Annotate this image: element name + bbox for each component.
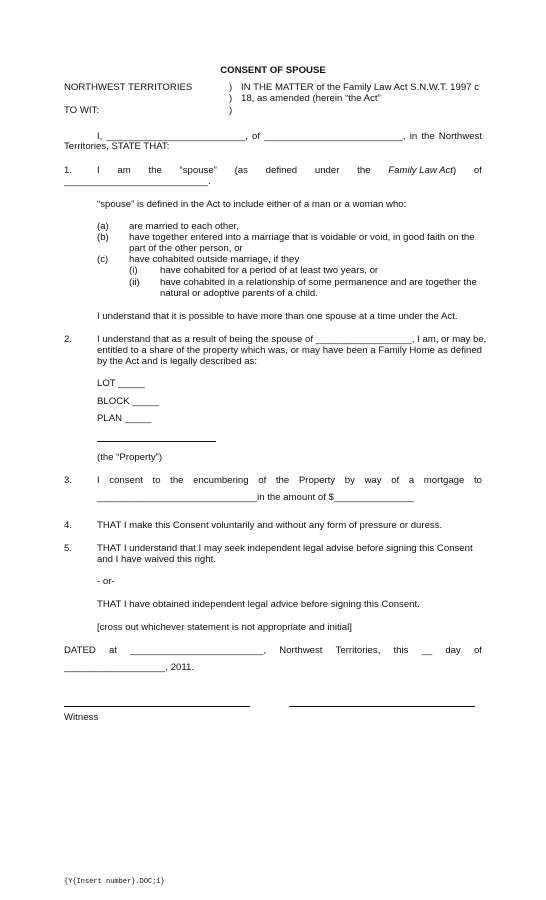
item-label-a: (a) <box>97 221 109 232</box>
para-3-line-1 <box>97 475 482 487</box>
para-3-number: 3. <box>64 475 73 486</box>
jurisdiction-label: NORTHWEST TERRITORIES <box>64 82 193 93</box>
para-5-number: 5. <box>64 543 73 554</box>
item-text-b: have together entered into a marriage that is voidable or void, in good faith on the <box>129 232 475 243</box>
word: the <box>357 165 371 176</box>
word: this <box>393 645 409 656</box>
matter-line-2: 18, as amended (herein “the Act” <box>241 93 381 104</box>
witness-signature-line <box>64 706 250 707</box>
word: under <box>314 165 340 176</box>
document-title: CONSENT OF SPOUSE <box>220 65 326 76</box>
dated-line-2: ___________________, 2011. <box>64 662 195 673</box>
word: DATED <box>64 645 96 656</box>
paren-2: ) <box>229 93 233 104</box>
para-4-number: 4. <box>64 520 73 531</box>
act-close: ) <box>452 165 457 176</box>
matter-line-1: IN THE MATTER of the Family Law Act S.N.W.T. 1997 c <box>241 82 479 93</box>
act-name-italic: Family Law Act <box>388 165 453 176</box>
act-name <box>388 165 456 177</box>
subitem-text-ii: have cohabited in a relationship of some permanence and are together the <box>160 277 477 288</box>
word: I <box>97 165 100 176</box>
property-label: (the “Property”) <box>97 452 163 463</box>
para-2-line-2: entitled to a share of the property which was, or may have been a Family Home as defined <box>97 345 482 356</box>
para-2-line-1: I understand that as a result of being the spouse of __________________, I am, or may be, <box>97 334 487 345</box>
subitem-text-ii-cont: natural or adoptive parents of a child. <box>160 288 318 299</box>
paren-1: ) <box>229 82 233 93</box>
word: (as <box>234 165 248 176</box>
or-separator: - or- <box>97 576 115 587</box>
word: of <box>258 475 267 486</box>
word: the <box>170 475 184 486</box>
word: day <box>445 645 461 656</box>
item-text-a: are married to each other, <box>129 221 239 232</box>
item-label-b: (b) <box>97 232 109 243</box>
item-text-c: have cohabited outside marriage, if they <box>129 254 300 265</box>
spouse-signature-line <box>289 706 475 707</box>
word: of <box>391 475 400 486</box>
word: consent <box>109 475 143 486</box>
intro-line-2: Territories, STATE THAT: <box>64 141 170 152</box>
para-1-closing: I understand that it is possible to have more than one spouse at a time under the Act. <box>97 311 458 322</box>
para-2-number: 2. <box>64 334 73 345</box>
para-1-line-2: ___________________________. <box>64 176 211 187</box>
word: of <box>473 165 482 176</box>
item-text-b-cont: part of the other person, or <box>129 243 243 254</box>
paren-3: ) <box>229 105 233 116</box>
dated-line-1 <box>64 645 482 657</box>
word: encumbering <box>193 475 249 486</box>
word: the <box>148 165 162 176</box>
word: “spouse” <box>179 165 217 176</box>
para-4-text: THAT I make this Consent voluntarily and without any form of pressure or duress. <box>97 520 443 531</box>
subitem-text-i: have cohabited for a period of at least two years, or <box>160 265 379 276</box>
para-3-line-2: ______________________________in the amount of $_______________ <box>97 492 414 503</box>
word: am <box>117 165 131 176</box>
word: to <box>152 475 161 486</box>
witness-label: Witness <box>64 712 99 723</box>
plan-field: PLAN _____ <box>97 413 152 424</box>
para-2-line-3: by the Act and is legally described as: <box>97 356 257 367</box>
word: to <box>473 475 482 486</box>
word: way <box>364 475 382 486</box>
para-5-line-1: THAT I understand that I may seek independent legal advise before signing this Consent <box>97 543 473 554</box>
word: of <box>473 645 482 656</box>
subitem-label-i: (i) <box>129 265 138 276</box>
word: defined <box>265 165 298 176</box>
block-field: BLOCK _____ <box>97 396 159 407</box>
to-wit-label: TO WIT: <box>64 105 99 116</box>
lot-field: LOT _____ <box>97 378 145 389</box>
cross-out-instruction: [cross out whichever statement is not appropriate and initial] <box>97 622 352 633</box>
subitem-label-ii: (ii) <box>129 277 140 288</box>
word: Property <box>298 475 336 486</box>
item-label-c: (c) <box>97 254 109 265</box>
para-5-line-2: and I have waived this right. <box>97 554 216 565</box>
word: I <box>97 475 100 486</box>
word: __ <box>421 645 433 656</box>
word: mortgage <box>423 475 465 486</box>
para-5-alternative: THAT I have obtained independent legal advice before signing this Consent. <box>97 599 420 610</box>
intro-line-1: I, __________________________, of __________________________, in the Northwest <box>97 131 482 142</box>
word: by <box>344 475 355 486</box>
word: the <box>275 475 290 486</box>
word: Northwest <box>279 645 323 656</box>
word: Territories, <box>335 645 381 656</box>
word: a <box>408 475 415 486</box>
word: _________________________, <box>130 645 267 656</box>
document-footer-code: {Y{Insert number}.DOC;1} <box>64 878 165 886</box>
para-1-number: 1. <box>64 165 73 176</box>
property-description-line <box>97 441 216 442</box>
spouse-definition: “spouse” is defined in the Act to include either of a man or a woman who: <box>97 199 407 210</box>
word: at <box>108 645 117 656</box>
